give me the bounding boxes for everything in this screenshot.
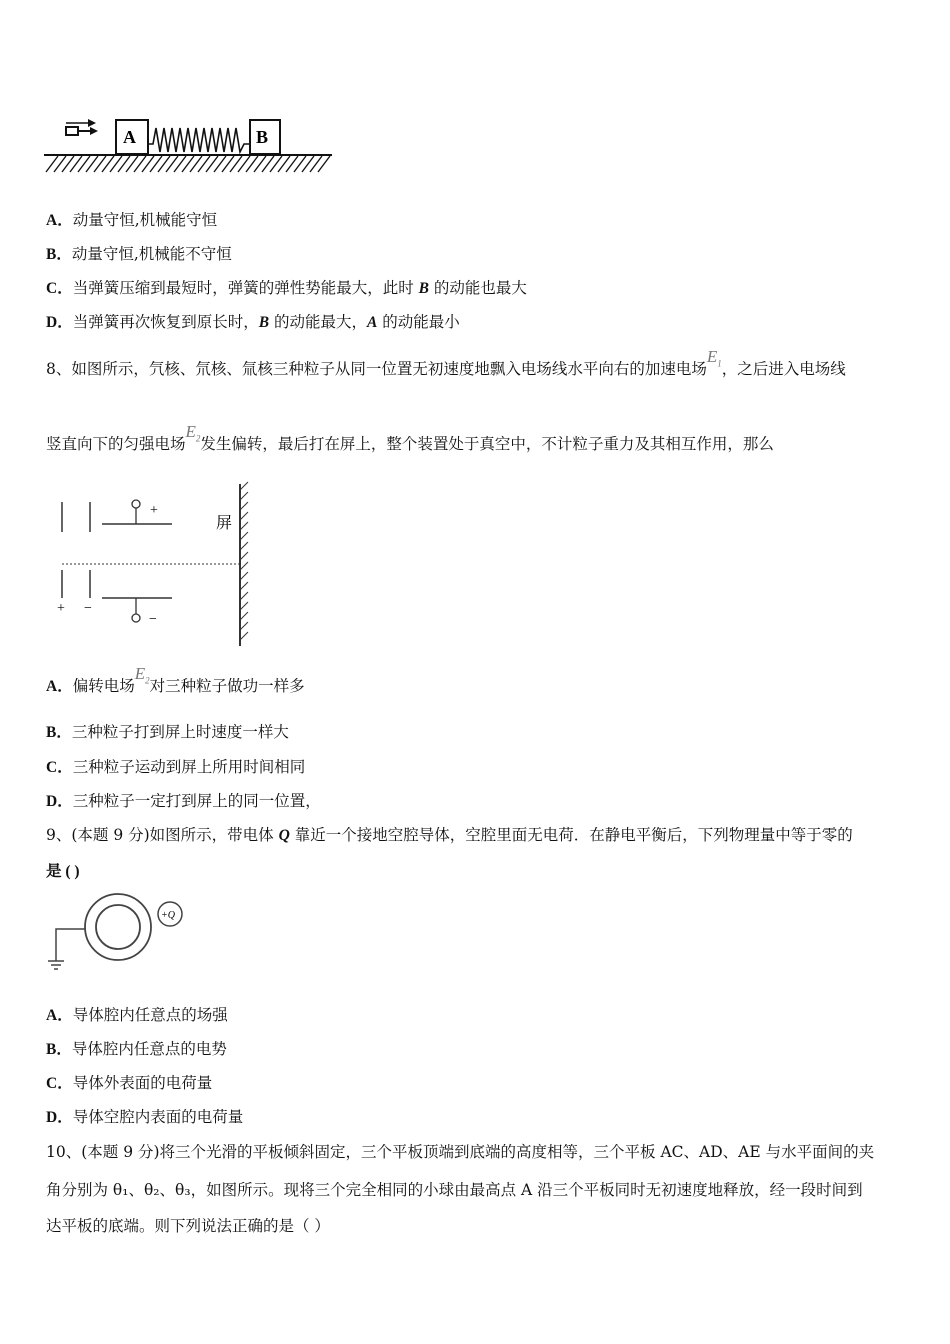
q9-stem-line1 [46,825,853,846]
field-e2 [135,664,150,690]
option-text: 偏转电场 [72,677,135,695]
plus-top-label: + [150,503,158,518]
option-label: D． [46,1109,73,1126]
q7-option-d [46,312,460,333]
e1-subscript: 1 [717,358,722,369]
e2-subscript: 2 [145,675,150,686]
q8-stem-line1 [46,347,846,385]
stem-text: 发生偏转，最后打在屏上，整个装置处于真空中，不计粒子重力及其相互作用，那么 [200,435,774,453]
option-text: 导体外表面的电荷量 [72,1074,213,1092]
q8-stem-line2 [46,422,774,460]
option-text: 当弹簧压缩到最短时，弹簧的弹性势能最大，此时 [72,279,419,297]
option-text: 的动能也最大 [428,279,527,297]
q8-option-a [46,664,305,702]
q9-stem-line2: 是 ( ) [46,863,80,880]
q9-option-a [46,1005,228,1026]
q10-stem-line1: 10、(本题 9 分)将三个光滑的平板倾斜固定，三个平板顶端到底端的高度相等，三个平板 AC、AD、AE 与水平面间的夹 [46,1143,875,1161]
block-a-label: A [123,127,136,147]
stem-text: 8、如图所示，氕核、氘核、氚核三种粒子从同一位置无初速度地飘入电场线水平向右的加速电场 [46,360,707,378]
q10-stem-line2: 角分别为 θ₁、θ₂、θ₃，如图所示。现将三个完全相同的小球由最高点 A 沿三个平板同时无初速度地释放，经一段时间到 [46,1181,863,1199]
stem-text: 靠近一个接地空腔导体，空腔里面无电荷．在静电平衡后，下列物理量中等于零的 [289,826,853,844]
option-text: 三种粒子打到屏上时速度一样大 [71,723,289,741]
spring [148,128,250,152]
stem-text: 竖直向下的匀强电场 [46,435,186,453]
block-b-label: B [256,127,269,147]
var-b: B [258,314,270,331]
option-text: 三种粒子一定打到屏上的同一位置， [72,792,321,810]
var-a: A [367,314,378,331]
option-text: 动量守恒,机械能守恒 [72,211,218,229]
option-label: A． [46,212,73,229]
minus-bottom-label: − [149,612,157,627]
var-q: Q [278,827,290,844]
q8-option-b [46,722,289,743]
option-label: B． [46,724,72,741]
conductor-figure [46,893,196,978]
q10-stem-line3: 达平板的底端。则下列说法正确的是（ ） [46,1217,330,1235]
q9-option-c [46,1073,212,1094]
field-e1 [707,347,722,373]
e1-symbol: E [706,347,718,366]
option-text: 的动能最大， [269,313,367,331]
charge-q-label: +Q [161,910,175,921]
e2-subscript: 2 [195,433,201,444]
option-text: 动量守恒,机械能不守恒 [71,245,232,263]
option-text: 的动能最小 [377,313,460,331]
plus-left-label: + [57,601,65,616]
option-text: 对三种粒子做功一样多 [149,677,305,695]
ground-hatching [46,156,330,172]
q7-option-a [46,210,217,231]
stem-text: ，之后进入电场线 [721,360,846,378]
stem-text: 9、(本题 9 分)如图所示，带电体 [46,826,279,844]
option-text: 三种粒子运动到屏上所用时间相同 [72,758,306,776]
option-label: A． [46,1007,73,1024]
q8-option-d [46,791,321,812]
option-label: C． [46,1075,73,1092]
option-label: C． [46,280,73,297]
minus-left-label: − [84,601,92,616]
option-label: D． [46,314,73,331]
option-label: B． [46,1041,72,1058]
q7-option-b [46,244,232,265]
q8-option-c [46,757,305,778]
option-text: 导体腔内任意点的电势 [71,1040,227,1058]
e2-symbol: E [185,422,196,441]
e2-symbol: E [134,664,146,683]
option-label: B． [46,246,72,263]
spring-blocks-figure [44,112,334,180]
deflection-figure [54,480,254,650]
option-label: A． [46,678,73,695]
velocity-arrow-icon [66,119,98,135]
q9-option-b [46,1039,227,1060]
var-b: B [418,280,429,297]
q9-option-d [46,1107,243,1128]
field-e2 [186,422,201,448]
option-text: 当弹簧再次恢复到原长时， [72,313,259,331]
option-text: 导体空腔内表面的电荷量 [72,1108,244,1126]
option-text: 导体腔内任意点的场强 [72,1006,228,1024]
option-label: C． [46,759,73,776]
q7-option-c [46,278,527,299]
option-label: D． [46,793,73,810]
screen-label: 屏 [216,515,233,532]
